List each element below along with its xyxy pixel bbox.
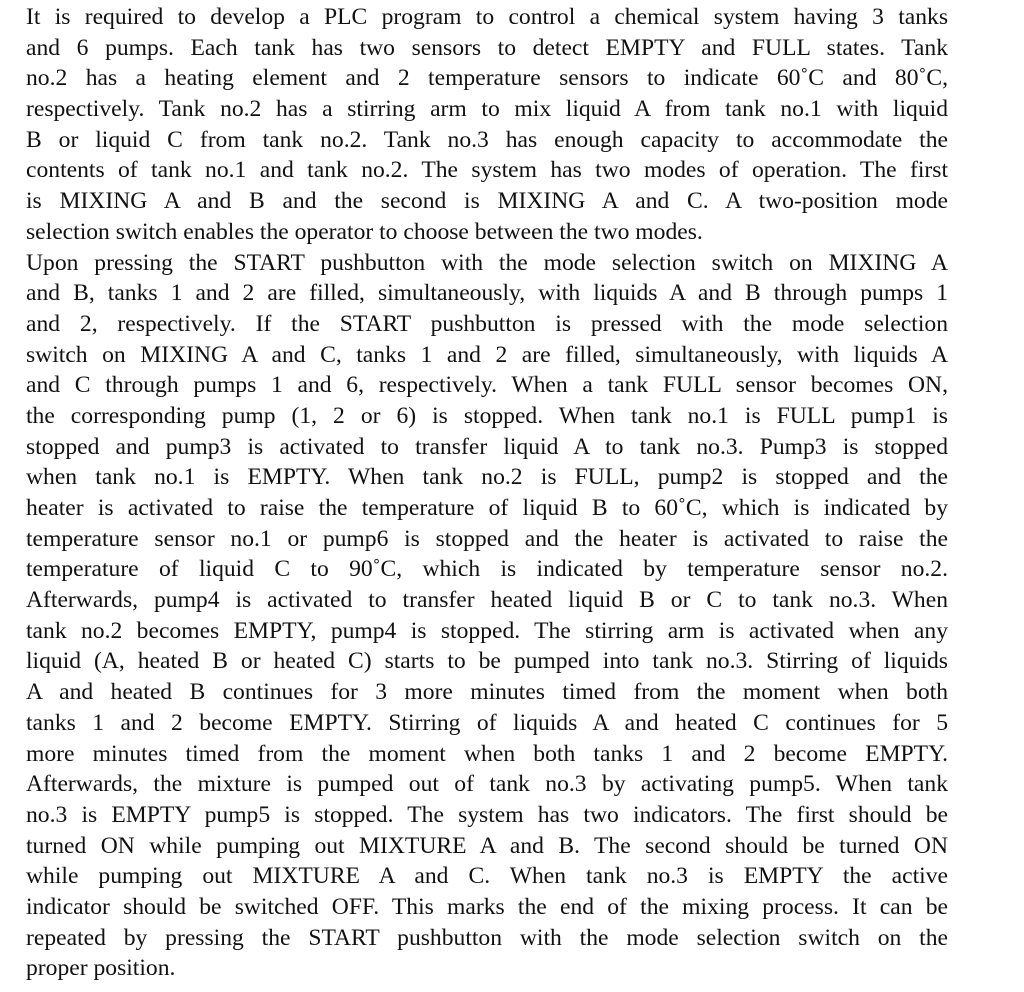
text-line: the corresponding pump (1, 2 or 6) is stopped. When tank no.1 is FULL pump1 is bbox=[26, 402, 948, 429]
text-line: and B, tanks 1 and 2 are filled, simultaneously, with liquids A and B through pumps 1 bbox=[26, 280, 948, 307]
paragraph-operation-sequence bbox=[26, 248, 948, 985]
text-line: Afterwards, the mixture is pumped out of tank no.3 by activating pump5. When tank bbox=[26, 771, 948, 798]
text-line: heater is activated to raise the temperature of liquid B to 60˚C, which is indicated by bbox=[26, 495, 948, 521]
text-line: when tank no.1 is EMPTY. When tank no.2 is FULL, pump2 is stopped and the bbox=[26, 464, 948, 491]
text-line: no.2 has a heating element and 2 temperature sensors to indicate 60˚C and 80˚C, bbox=[26, 65, 948, 92]
text-line: A and heated B continues for 3 more minutes timed from the moment when both bbox=[26, 679, 948, 706]
text-line: turned ON while pumping out MIXTURE A and B. The second should be turned ON bbox=[26, 832, 948, 859]
text-line: respectively. Tank no.2 has a stirring arm to mix liquid A from tank no.1 with liquid bbox=[26, 96, 948, 123]
text-line: while pumping out MIXTURE A and C. When tank no.3 is EMPTY the active bbox=[26, 863, 948, 890]
text-line: repeated by pressing the START pushbutton with the mode selection switch on the bbox=[26, 924, 948, 951]
text-line: no.3 is EMPTY pump5 is stopped. The system has two indicators. The first should be bbox=[26, 801, 948, 828]
document-body bbox=[26, 2, 948, 984]
text-line: tanks 1 and 2 become EMPTY. Stirring of liquids A and heated C continues for 5 bbox=[26, 709, 948, 736]
text-line: tank no.2 becomes EMPTY, pump4 is stopped. The stirring arm is activated when any bbox=[26, 617, 948, 644]
text-line: indicator should be switched OFF. This marks the end of the mixing process. It can be bbox=[26, 893, 948, 920]
text-line: proper position. bbox=[26, 955, 176, 982]
text-line: temperature of liquid C to 90˚C, which is indicated by temperature sensor no.2. bbox=[26, 556, 948, 583]
text-line: B or liquid C from tank no.2. Tank no.3 has enough capacity to accommodate the bbox=[26, 126, 948, 153]
paragraph-system-description bbox=[26, 2, 948, 248]
text-line: liquid (A, heated B or heated C) starts to be pumped into tank no.3. Stirring of liquids bbox=[26, 648, 948, 675]
text-line: contents of tank no.1 and tank no.2. The system has two modes of operation. The first bbox=[26, 157, 948, 184]
text-line: is MIXING A and B and the second is MIXING A and C. A two-position mode bbox=[26, 188, 948, 215]
text-line: more minutes timed from the moment when both tanks 1 and 2 become EMPTY. bbox=[26, 740, 948, 767]
text-line: and C through pumps 1 and 6, respectively. When a tank FULL sensor becomes ON, bbox=[26, 372, 948, 399]
text-line: switch on MIXING A and C, tanks 1 and 2 are filled, simultaneously, with liquids A bbox=[26, 341, 948, 368]
text-line: Upon pressing the START pushbutton with the mode selection switch on MIXING A bbox=[26, 249, 948, 276]
text-line: temperature sensor no.1 or pump6 is stopped and the heater is activated to raise the bbox=[26, 525, 948, 552]
text-line: selection switch enables the operator to choose between the two modes. bbox=[26, 218, 703, 245]
text-line: It is required to develop a PLC program to control a chemical system having 3 tanks bbox=[26, 4, 948, 30]
text-line: and 6 pumps. Each tank has two sensors to detect EMPTY and FULL states. Tank bbox=[26, 34, 948, 61]
text-line: and 2, respectively. If the START pushbutton is pressed with the mode selection bbox=[26, 310, 948, 337]
text-line: stopped and pump3 is activated to transfer liquid A to tank no.3. Pump3 is stopped bbox=[26, 433, 948, 460]
text-line: Afterwards, pump4 is activated to transfer heated liquid B or C to tank no.3. When bbox=[26, 587, 948, 614]
